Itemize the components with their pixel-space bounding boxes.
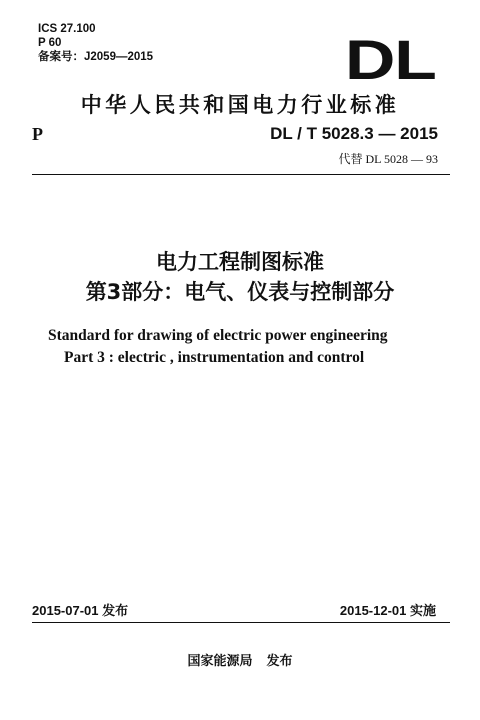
- publisher-name: 国家能源局: [187, 654, 253, 669]
- category-letter: P: [32, 124, 43, 144]
- dl-logo: DL: [345, 28, 436, 91]
- english-title-line-2: Part 3 : electric , instrumentation and control: [64, 349, 365, 366]
- header-divider: [32, 174, 450, 175]
- ics-code: ICS 27.100: [38, 23, 96, 35]
- record-number: 备案号：J2059—2015: [38, 51, 154, 63]
- publisher-line: [0, 650, 480, 669]
- implementation-date: 2015-12-01 实施: [339, 603, 436, 618]
- publisher-action: 发布: [266, 654, 293, 669]
- classification-code: P 60: [38, 37, 62, 49]
- standard-number: DL / T 5028.3 — 2015: [270, 124, 438, 143]
- issue-date: 2015-07-01 发布: [32, 603, 129, 618]
- chinese-title-line-2: 第3部分：电气、仪表与控制部分: [85, 280, 395, 304]
- footer-divider: [32, 622, 450, 623]
- english-title-line-1: Standard for drawing of electric power engineering: [48, 327, 388, 344]
- chinese-title-line-1: 电力工程制图标准: [156, 250, 324, 274]
- replaces-note: 代替 DL 5028 — 93: [338, 152, 438, 166]
- industry-standard-name: 中华人民共和国电力行业标准: [80, 92, 400, 117]
